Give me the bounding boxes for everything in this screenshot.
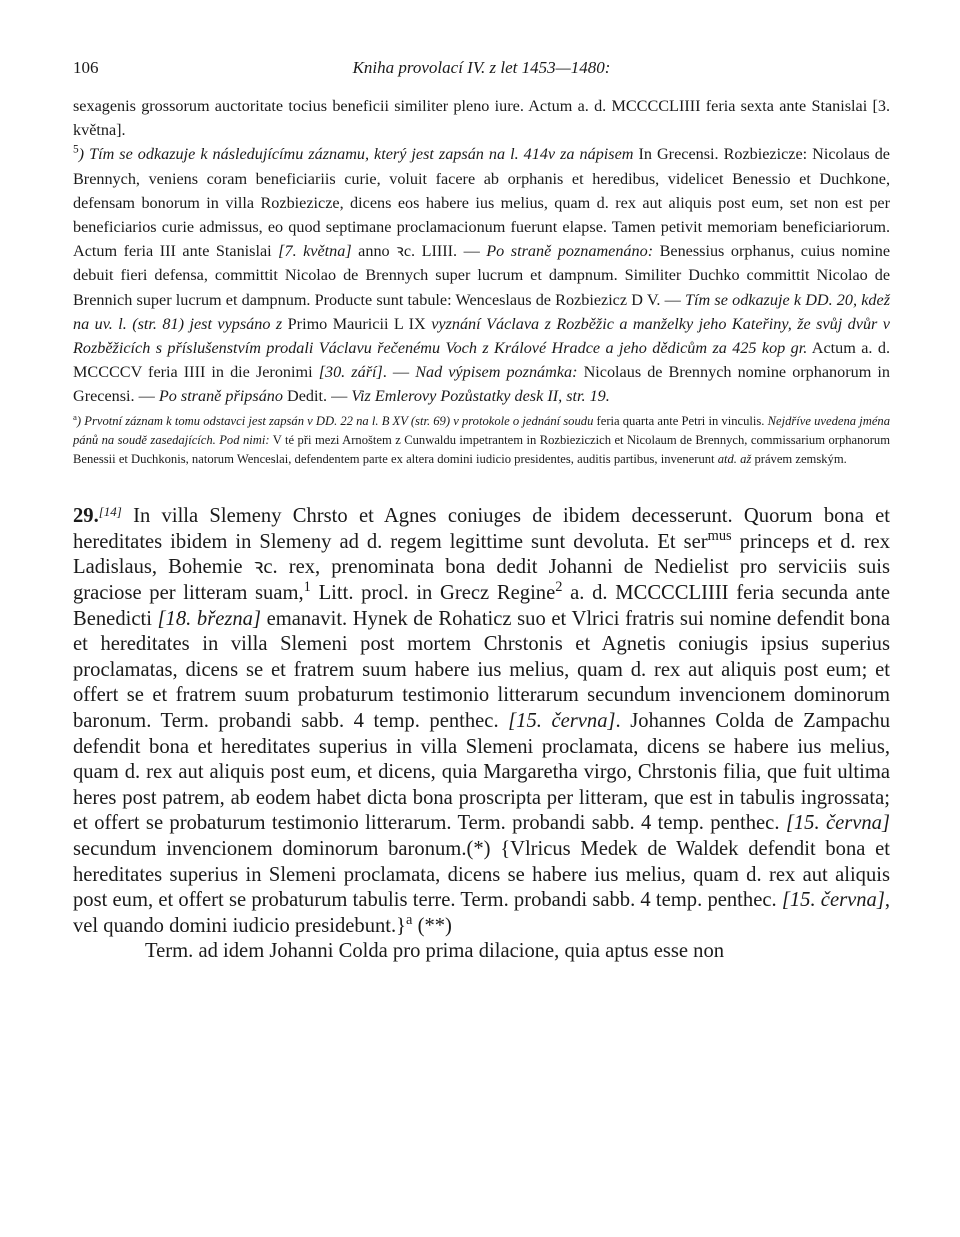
editorial-note: Nad výpisem poznámka: bbox=[415, 363, 578, 382]
latin-text: . Johannes Colda de Zampachu defendit bona et hereditates superius in villa Slemeni proclamata, dicens se habere ius melius, quam d. rex aut aliquis post eum, et dicens, quia Margaretha virgo, Chrstonis filia, que fuit ultima heres post patrem, ab eodem habet dicta bona proscripta per litteram, que est in tabulis ingrossata; et offert se probaturum testimonio litterarum. Term. probandi sabb. 4 temp. penthec. bbox=[73, 710, 891, 835]
latin-text: . — bbox=[382, 363, 416, 382]
entry-number: 29. bbox=[73, 505, 99, 528]
entry-paragraph-last: Term. ad idem Johanni Colda pro prima dilacione, quia aptus esse non bbox=[145, 940, 725, 963]
editorial-note: vyznání Václava z Rozběžic a manželky jeho Kateřiny, že svůj dvůr v Rozběžicích s příslušenstvím prodali Václavu řečenému Voch z Králové Hradce a jeho dědicům za 425 kop gr. bbox=[73, 314, 890, 358]
editorial-note: ) Tím se odkazuje k následujícímu záznamu, který jest zapsán na l. 414v za nápisem bbox=[78, 145, 634, 164]
date-gloss: [7. května] bbox=[278, 242, 352, 261]
latin-text: emanavit. Hynek de Rohaticz suo et Vlrici fratris sui nomine defendit bona et hereditates in villa Slemeni post mortem Chrstonis et Agnetis coniugis ipsius superius proclamatas, dicens se et fratrem suum habere ius melius, quam d. rex aut aliquis post eum; et offert se et fratrem suum probaturum testimonio litterarum secundum invencionem dominorum baronum. Term. probandi sabb. 4 temp. penthec. bbox=[73, 607, 890, 732]
latin-text: Benessius orphanus, cuius nomine debuit fieri defensa, committit Nicolao de Brennych super lucrum et dampnum. Similiter Duchko committit Nicolao de Brennich super lucrum et dampnum. Producte sunt tabule: Wenceslaus de Rozbiezicz D V. — bbox=[73, 242, 891, 309]
latin-text: Litt. procl. in Grecz Regine bbox=[310, 582, 556, 605]
page-number: 106 bbox=[73, 58, 99, 77]
paragraph-2 bbox=[73, 142, 890, 408]
note-mark-5: 5 bbox=[73, 144, 79, 157]
latin-text: (**) bbox=[412, 914, 452, 937]
latin-text: anno ꝛc. LIIII. — bbox=[351, 242, 487, 261]
editorial-note: Viz Emlerovy Pozůstatky desk II, str. 19. bbox=[351, 387, 610, 406]
editorial-note: Po straně poznamenáno: bbox=[486, 242, 654, 261]
date-gloss: [15. června] bbox=[508, 710, 616, 732]
margin-reference: [14] bbox=[98, 504, 122, 520]
date-gloss: [15. června] bbox=[781, 889, 885, 912]
paragraph-1: sexagenis grossorum auctoritate tocius beneficii similiter pleno iure. Actum a. d. MCCCCLIIII feria sexta ante Stanislai [3. května]. bbox=[73, 97, 890, 140]
footnote-a bbox=[73, 412, 890, 470]
latin-text: In Grecensi. Rozbiezicze: Nicolaus de Brennych, veniens coram beneficiariis curie, voluit facere ab orphanis et heredibus, videlicet Benessio et Duchkone, defensam bonorum in villa Rozbiezicze, dicens eos habere ius melius, quam d. rex aut aliquis post eum, set non est per beneficiarios curie admissus, eo quod septimane proclamacionum fuerunt elapse. Tamen petivit memoriam beneficiariorum. Actum feria III ante Stanislai bbox=[73, 145, 890, 261]
latin-text: princeps et d. rex Ladislaus, Bohemie ꝛc. rex, prenominata bona dedit Johanni de Nedielist pro serviciis suis graciose per litteram suam, bbox=[73, 530, 890, 605]
running-title: Kniha provolací IV. z let 1453—1480: bbox=[352, 58, 611, 77]
note-mark-a: a bbox=[73, 411, 77, 422]
latin-text: a. d. MCCCCLIIII feria secunda ante Benedicti bbox=[73, 582, 890, 630]
latin-text: Actum a. d. MCCCCV feria IIII in die Jeronimi bbox=[73, 339, 890, 382]
latin-text: V té při mezi Arnoštem z Cunwaldu impetrantem in Rozbieziczich et Nicolaum de Brennych, commissarium orphanorum Benessii et Duchkonis, natorum Wenceslai, defendentem parte ex altera domini iudicio presidentes, auditis partibus, invenerunt bbox=[73, 432, 891, 467]
superscript: mus bbox=[707, 527, 732, 544]
latin-text: , vel quando domini iudicio presidebunt.} bbox=[73, 889, 891, 937]
footnote-text bbox=[73, 412, 890, 470]
footnote-ref-2: 2 bbox=[555, 579, 563, 596]
latin-text: Primo Mauricii L IX bbox=[282, 314, 432, 333]
date-gloss: [15. června] bbox=[785, 812, 890, 835]
entry-29 bbox=[73, 499, 890, 965]
latin-text: secundum invencionem dominorum baronum.(*) {Vlricus Medek de Waldek defendit bona et hereditates superius in Slemeni proclamata, dicens se habere ius melius, quam d. rex aut aliquis post eum, et offert se probaturum tabulis terre. Term. probandi sabb. 4 temp. penthec. bbox=[73, 837, 890, 912]
footnote-ref-a: a bbox=[406, 911, 413, 928]
editorial-note: Po straně připsáno bbox=[158, 387, 283, 406]
date-gloss: [18. března] bbox=[157, 607, 261, 630]
editorial-note: Nejdříve uvedena jména pánů na soudě zasedajících. Pod nimi: bbox=[73, 413, 891, 447]
latin-text: In villa Slemeny Chrsto et Agnes coniuges de ibidem decesserunt. Quorum bona et hereditates ibidem in Slemeny ad d. regem legittime sunt devoluta. Et ser bbox=[73, 505, 890, 553]
latin-text: Dedit. — bbox=[282, 387, 352, 406]
latin-text: Nicolaus de Brennych nomine orphanorum in Grecensi. — bbox=[73, 363, 890, 406]
page-header bbox=[73, 58, 890, 94]
continued-text bbox=[73, 94, 890, 409]
latin-text: právem zemským. bbox=[751, 452, 847, 467]
entry-paragraph bbox=[73, 499, 890, 939]
editorial-note: atd. až bbox=[717, 452, 752, 467]
document-page bbox=[73, 58, 890, 965]
editorial-note: Tím se odkazuje k DD. 20, kdež na uv. l. (str. 81) jest vypsáno z bbox=[73, 290, 890, 333]
date-gloss: [30. září] bbox=[318, 363, 383, 382]
footnote-ref-1: 1 bbox=[303, 579, 311, 596]
latin-text: feria quarta ante Petri in vinculis. bbox=[593, 413, 768, 428]
editorial-note: ) Prvotní záznam k tomu odstavci jest zapsán v DD. 22 na l. B XV (str. 69) v protokole o jednání soudu bbox=[76, 413, 594, 428]
